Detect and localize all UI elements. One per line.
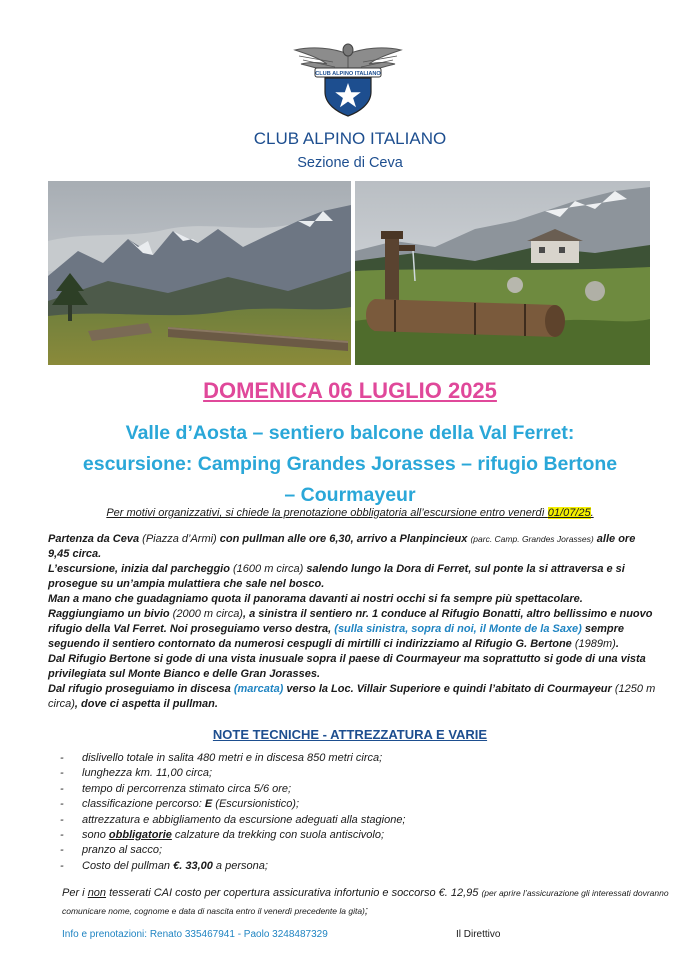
list-item: - sono obbligatorie calzature da trekking con suola antiscivolo; (60, 828, 660, 843)
organization-section: Sezione di Ceva (297, 155, 403, 171)
list-item: - tempo di percorrenza stimato circa 5/6 ore; (60, 782, 660, 797)
description-paragraph: Dal Rifugio Bertone si gode di una vista inusuale sopra il paese di Courmayeur ma soprattutto si gode di una vista privilegiata sul Monte Bianco e delle Gran Jorasses. (48, 653, 646, 680)
description-paragraph: Raggiungiamo un bivio (2000 m circa), a sinistra il sentiero nr. 1 conduce al Rifugio Bonatti, altro bellissimo e nuovo rifugio della Val Ferret. Noi proseguiamo verso destra, (sulla sinistra, sopra di noi, il Monte de la Saxe) sempre seguendo il sentiero contornato da numerosi cespugli di mirtilli ci indirizziamo al Rifugio G. Bertone (1989m). (48, 608, 653, 650)
booking-notice-end: . (590, 507, 594, 519)
signature: Il Direttivo (456, 929, 501, 940)
wooden-fountain-photo (355, 181, 650, 365)
list-item: - Costo del pullman €. 33,00 a persona; (60, 859, 660, 874)
booking-notice-text: Per motivi organizzativi, si chiede la prenotazione obbligatoria all’escursione entro venerdì (106, 507, 548, 519)
event-title-line-2: escursione: Camping Grandes Jorasses – rifugio Bertone (82, 453, 618, 475)
list-item: - attrezzatura e abbigliamento da escursione adeguati alla stagione; (60, 813, 660, 828)
logo-ribbon-text: CLUB ALPINO ITALIANO (315, 71, 381, 77)
technical-notes-list (60, 751, 660, 874)
event-title (30, 418, 670, 511)
list-item: - pranzo al sacco; (60, 843, 660, 858)
event-title-line-3: – Courmayeur (284, 484, 416, 506)
event-title-line-1: Valle d’Aosta – sentiero balcone della Val Ferret: (125, 422, 575, 444)
cai-logo (293, 40, 403, 118)
excursion-description (48, 532, 656, 712)
booking-notice (20, 507, 680, 519)
contact-info: Info e prenotazioni: Renato 335467941 - Paolo 3248487329 (62, 929, 328, 940)
description-paragraph: Man a mano che guadagniamo quota il panorama davanti ai nostri occhi si fa sempre più spettacolare. (48, 593, 583, 605)
mountain-landscape-photo (48, 181, 351, 365)
organization-name: CLUB ALPINO ITALIANO (253, 129, 447, 148)
list-item: - dislivello totale in salita 480 metri e in discesa 850 metri circa; (60, 751, 660, 766)
technical-notes-title: NOTE TECNICHE - ATTREZZATURA E VARIE (212, 727, 488, 742)
booking-deadline: 01/07/25 (547, 507, 591, 519)
description-paragraph: Dal rifugio proseguiamo in discesa (marcata) verso la Loc. Villair Superiore e quindi l’abitato di Courmayeur (1250 m circa), dove ci aspetta il pullman. (48, 683, 656, 710)
list-item: - classificazione percorso: E (Escursionistico); (60, 797, 660, 812)
description-paragraph: Partenza da Ceva (Piazza d’Armi) con pullman alle ore 6,30, arrivo a Planpincieux (parc. Camp. Grandes Jorasses) alle ore 9,45 circa. (48, 533, 636, 560)
list-item: - lunghezza km. 11,00 circa; (60, 766, 660, 781)
insurance-note: Per i non tesserati CAI costo per copertura assicurativa infortunio e soccorso €. 12,95 (per aprire l’assicurazione gli interessati dovranno comunicare nome, cognome e data di nascita entro il venerdì precedente la gita); (62, 887, 669, 917)
event-date: DOMENICA 06 LUGLIO 2025 (203, 378, 497, 403)
description-paragraph: L’escursione, inizia dal parcheggio (1600 m circa) salendo lungo la Dora di Ferret, sul ponte la si attraversa e si prosegue su un’ampia mulattiera che sale nel bosco. (48, 563, 625, 590)
